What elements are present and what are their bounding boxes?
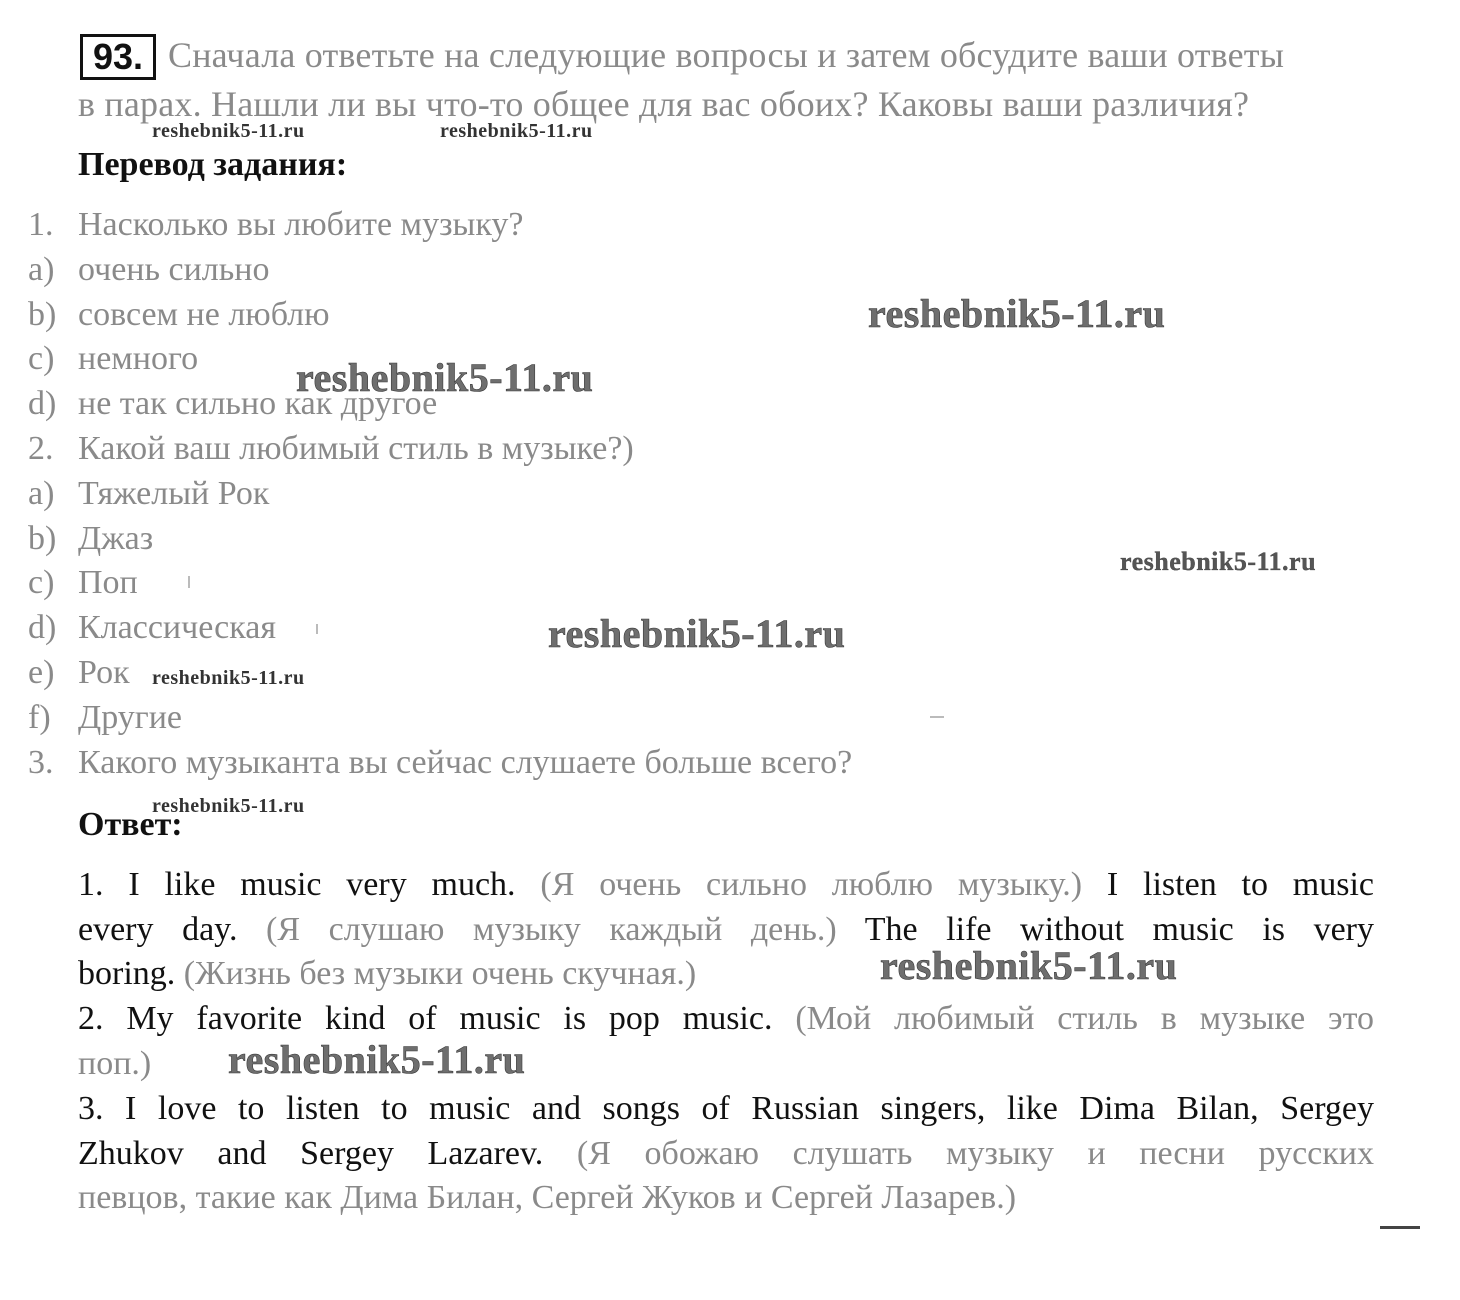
watermark: reshebnik5-11.ru	[152, 795, 305, 817]
watermark: reshebnik5-11.ru	[152, 667, 305, 689]
list-item: совсем не люблю	[78, 296, 330, 333]
watermark: reshebnik5-11.ru	[152, 120, 305, 142]
list-marker: d)	[28, 385, 57, 422]
answer-english: 1. I like music very much.	[78, 866, 516, 903]
list-item: очень сильно	[78, 251, 270, 288]
answer-russian: (Я обожаю слушать музыку и песни русских	[576, 1135, 1374, 1172]
task-number-box: 93.	[80, 34, 156, 80]
list-marker: b)	[28, 296, 57, 333]
answer-1-line-3	[78, 955, 1374, 993]
translation-heading: Перевод задания:	[78, 146, 348, 183]
list-marker: a)	[28, 251, 55, 288]
answer-russian: (Я слушаю музыку каждый день.)	[266, 911, 837, 948]
answer-english: boring.	[78, 955, 176, 992]
answer-3-line-2	[78, 1135, 1374, 1173]
answer-russian: (Мой любимый стиль в музыке это	[795, 1000, 1375, 1037]
watermark: reshebnik5-11.ru	[440, 120, 593, 142]
list-marker: b)	[28, 520, 57, 557]
answer-english: I listen to music	[1106, 866, 1374, 903]
answer-3-line-1	[78, 1090, 1374, 1128]
scan-artifact	[188, 576, 190, 588]
watermark: reshebnik5-11.ru	[228, 1037, 526, 1082]
watermark: reshebnik5-11.ru	[868, 291, 1166, 336]
answer-russian: (Жизнь без музыки очень скучная.)	[183, 955, 697, 992]
watermark: reshebnik5-11.ru	[296, 355, 594, 400]
list-marker: c)	[28, 564, 55, 601]
answer-english: Zhukov and Sergey Lazarev.	[78, 1135, 544, 1172]
answer-english: 2. My favorite kind of music is pop music.	[78, 1000, 773, 1037]
answer-english: 3. I love to listen to music and songs of Russian singers, like Dima Bilan, Sergey	[78, 1090, 1374, 1127]
list-item: Насколько вы любите музыку?	[78, 206, 524, 243]
answer-3-line-3	[78, 1179, 1374, 1217]
task-instruction-line-1: Сначала ответьте на следующие вопросы и затем обсудите ваши ответы	[168, 35, 1285, 75]
answer-russian: (Я очень сильно люблю музыку.)	[540, 866, 1083, 903]
list-item: не так сильно как другое	[78, 385, 438, 422]
scan-artifact	[1380, 1226, 1420, 1229]
list-marker: 1.	[28, 206, 54, 243]
answer-english: every day.	[78, 911, 238, 948]
task-instruction-line-2: в парах. Нашли ли вы что-то общее для вас обоих? Каковы ваши различия?	[78, 84, 1250, 124]
list-item: Джаз	[78, 520, 154, 557]
watermark: reshebnik5-11.ru	[548, 611, 846, 656]
answer-russian: поп.)	[78, 1045, 152, 1082]
list-item: Классическая	[78, 609, 276, 646]
list-marker: e)	[28, 654, 55, 691]
scan-artifact	[316, 624, 318, 634]
answer-1-line-1	[78, 866, 1374, 904]
answer-heading: Ответ:	[78, 806, 183, 843]
list-marker: f)	[28, 699, 51, 736]
list-marker: d)	[28, 609, 57, 646]
scan-artifact	[930, 716, 944, 718]
list-marker: 3.	[28, 744, 54, 781]
list-item: Другие	[78, 699, 182, 736]
list-marker: a)	[28, 475, 55, 512]
list-item: немного	[78, 340, 199, 377]
watermark: reshebnik5-11.ru	[1120, 547, 1317, 576]
watermark: reshebnik5-11.ru	[880, 943, 1178, 988]
list-marker: 2.	[28, 430, 54, 467]
list-marker: c)	[28, 340, 55, 377]
answer-russian: певцов, такие как Дима Билан, Сергей Жуков и Сергей Лазарев.)	[78, 1179, 1017, 1216]
answer-english: The life without music is very	[864, 911, 1374, 948]
list-item: Тяжелый Рок	[78, 475, 270, 512]
answer-2-line-1	[78, 1000, 1374, 1038]
list-item: Какого музыканта вы сейчас слушаете больше всего?	[78, 744, 853, 781]
list-item: Рок	[78, 654, 130, 691]
answer-1-line-2	[78, 911, 1374, 949]
list-item: Поп	[78, 564, 138, 601]
list-item: Какой ваш любимый стиль в музыке?)	[78, 430, 634, 467]
